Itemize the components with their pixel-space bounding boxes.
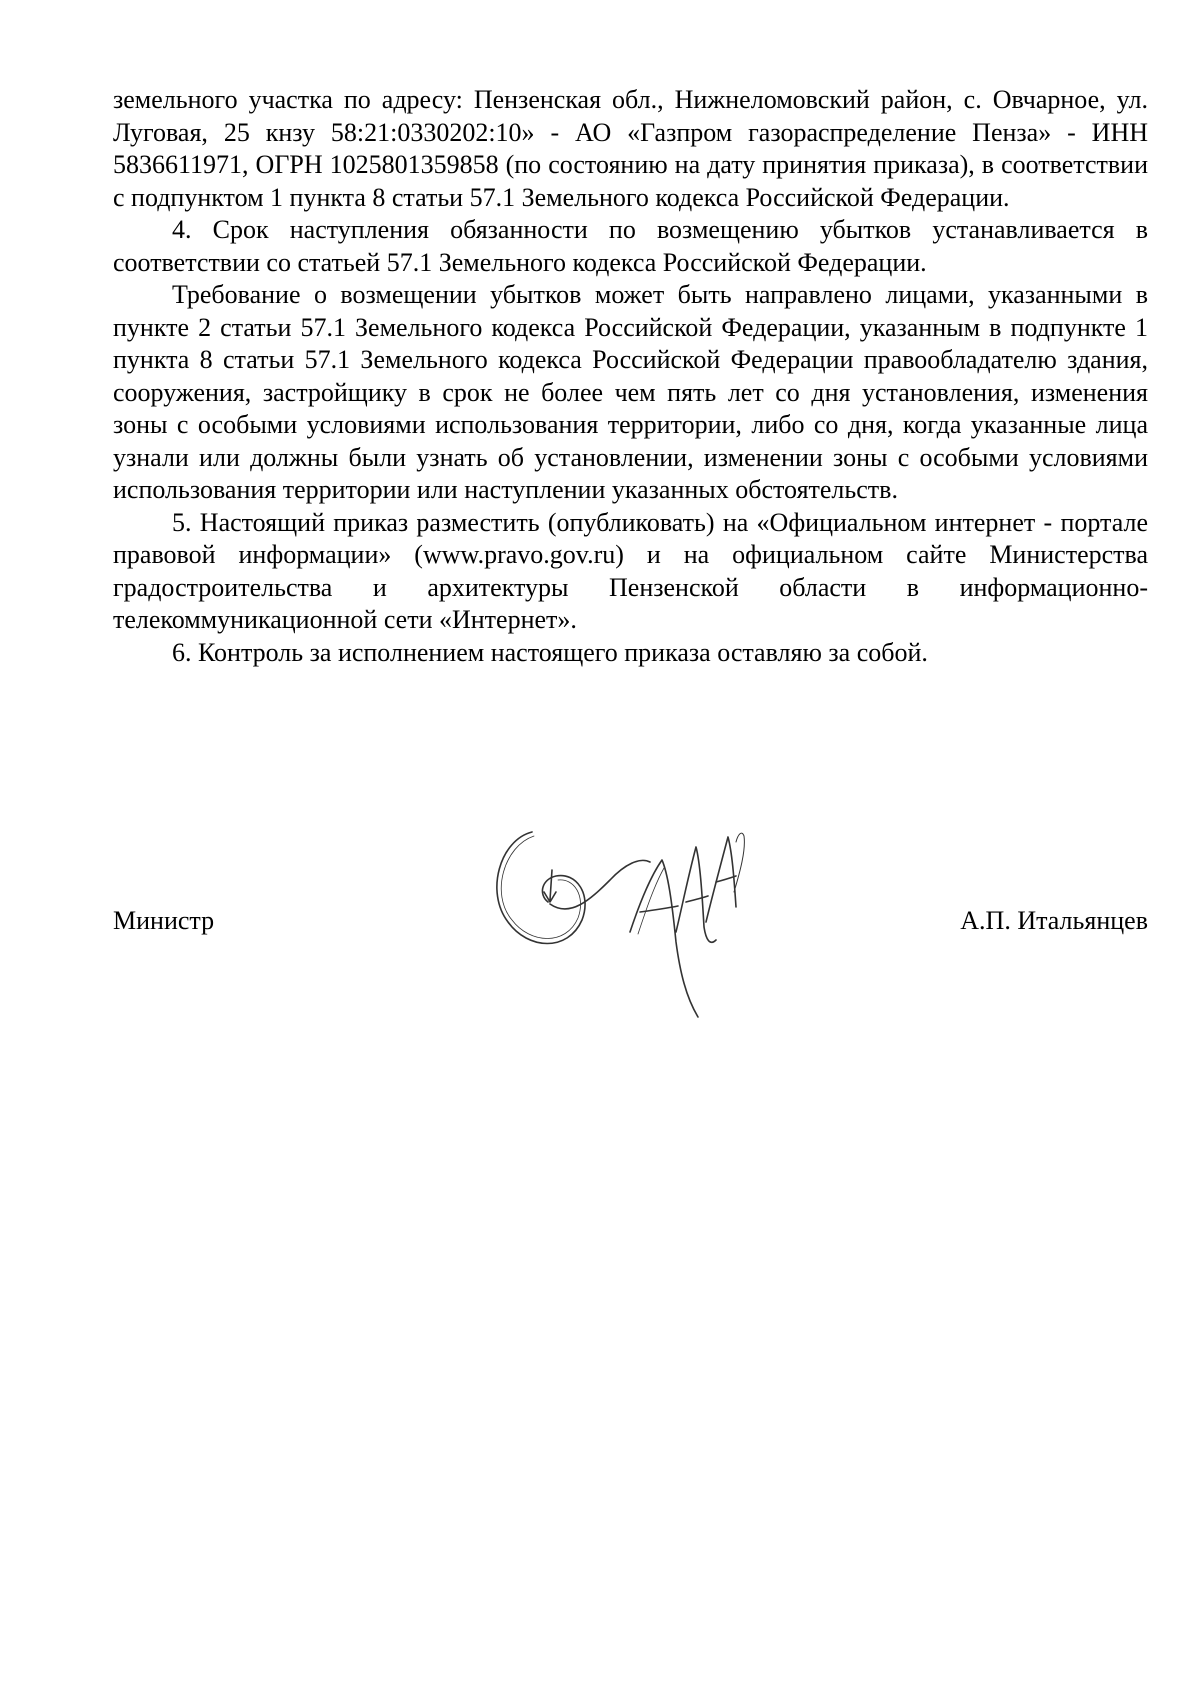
paragraph-compensation-claim: Требование о возмещении убытков может быть направлено лицами, указанными в пункте 2 статьи 57.1 Земельного кодекса Российской Федерации, указанным в подпункте 1 пункта 8 статьи 57.1 Земельного кодекса Российской Федерации правообладателю здания, сооружения, застройщику в срок не более чем пять лет со дня установления, изменения зоны с особыми условиями использования территории, либо со дня, когда указанные лица узнали или должны были узнать об установлении, изменении зоны с особыми условиями использования территории или наступлении указанных обстоятельств. <box>113 280 1148 504</box>
signer-position: Министр <box>113 906 215 935</box>
signer-name: А.П. Итальянцев <box>960 906 1148 935</box>
handwritten-signature <box>490 822 780 1022</box>
document-body <box>113 84 1148 669</box>
paragraph-item-5: 5. Настоящий приказ разместить (опубликовать) на «Официальном интернет - портале правовой информации» (www.pravo.gov.ru) и на официальном сайте Министерства градостроительства и архитектуры Пензенской области в информационно-телекоммуникационной сети «Интернет». <box>113 507 1148 634</box>
paragraph-item-4: 4. Срок наступления обязанности по возмещению убытков устанавливается в соответствии со статьей 57.1 Земельного кодекса Российской Федерации. <box>113 215 1148 277</box>
paragraph-continuation: земельного участка по адресу: Пензенская обл., Нижнеломовский район, с. Овчарное, ул. Луговая, 25 кнзу 58:21:0330202:10» - АО «Газпром газораспределение Пенза» - ИНН 5836611971, ОГРН 1025801359858 (по состоянию на дату принятия приказа), в соответствии с подпунктом 1 пункта 8 статьи 57.1 Земельного кодекса Российской Федерации. <box>113 85 1148 212</box>
paragraph-item-6: 6. Контроль за исполнением настоящего приказа оставляю за собой. <box>172 637 928 667</box>
